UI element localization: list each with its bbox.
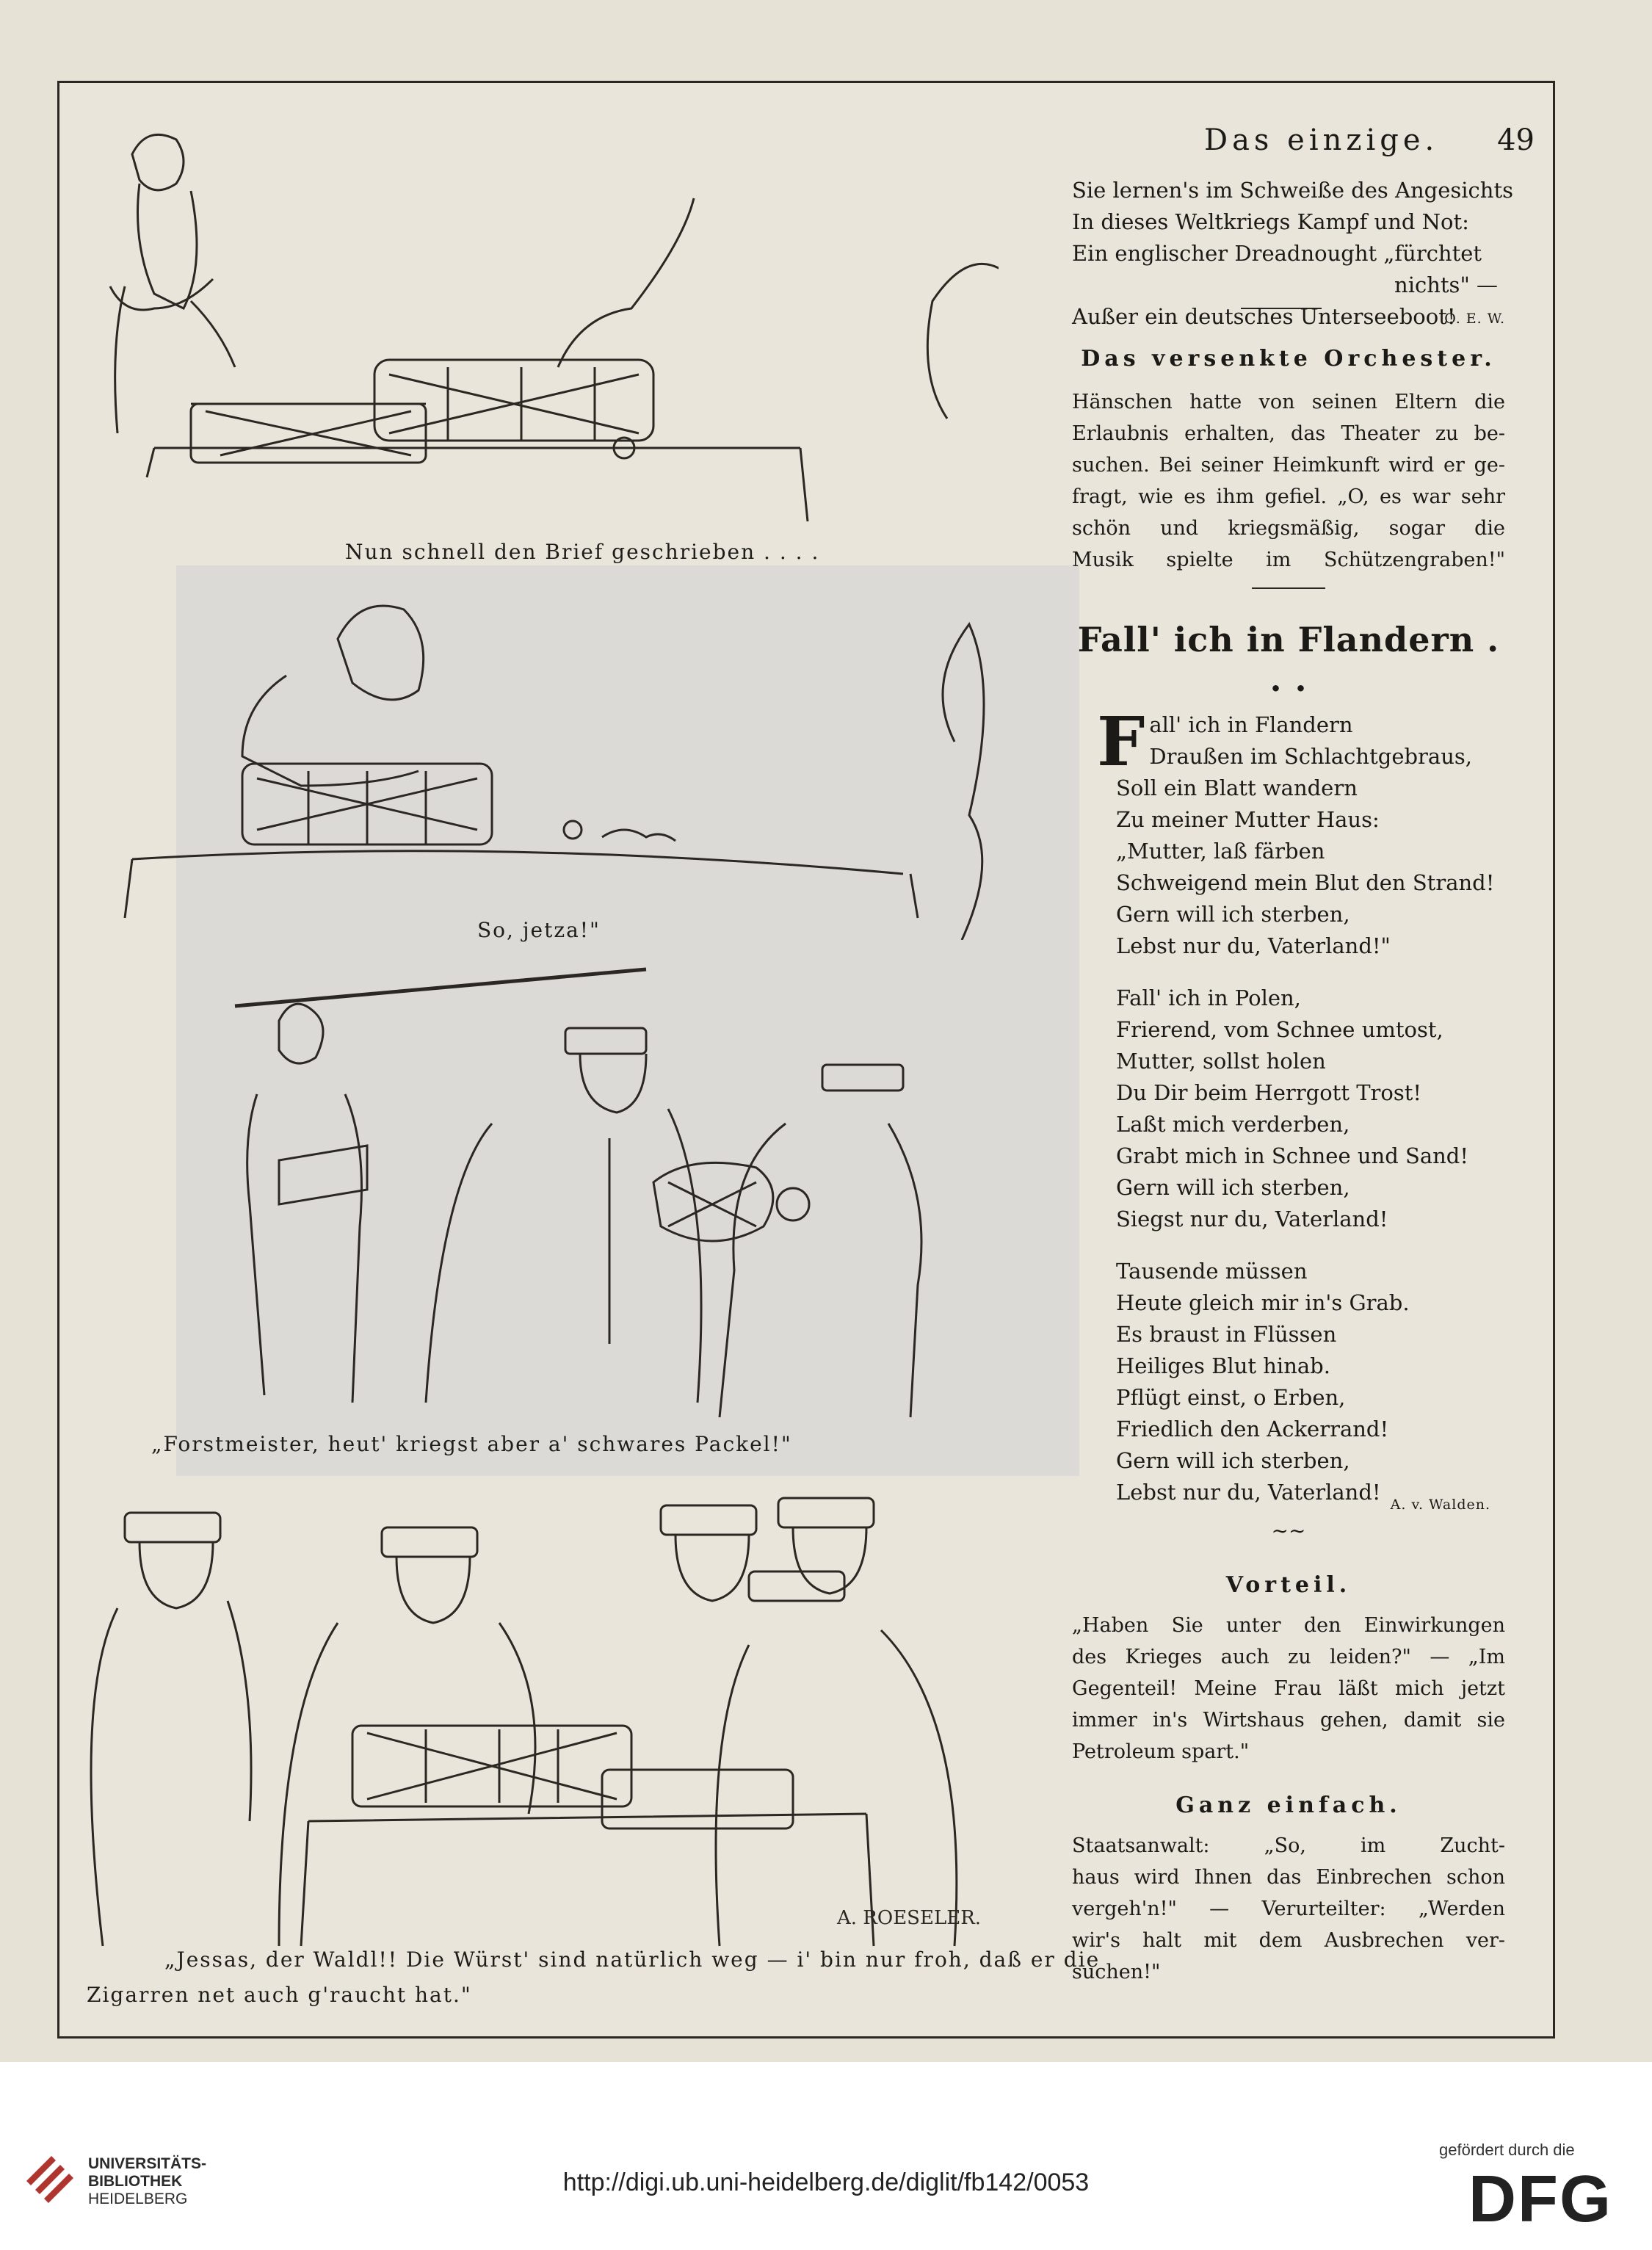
running-header — [1204, 123, 1535, 167]
poem-line: nichts" — — [1394, 272, 1498, 297]
section-body — [1072, 1830, 1505, 1988]
section-orchestra — [1072, 346, 1505, 589]
section-einfach — [1072, 1793, 1505, 1988]
illustration-signature: A. ROESELER. — [837, 1907, 982, 1929]
section-divider — [1252, 587, 1325, 589]
library-line: BIBLIOTHEK — [88, 2173, 183, 2190]
illustration-mother-tying-parcel — [117, 595, 999, 940]
illustration-caption-1: Nun schnell den Brief geschrieben . . . . — [345, 540, 820, 564]
library-line: UNIVERSITÄTS- — [88, 2155, 207, 2172]
poem-line: Friedlich den Ackerrand! — [1116, 1417, 1389, 1441]
body-line: schön und kriegsmäßig, sogar die — [1072, 517, 1505, 540]
drop-cap: F — [1097, 702, 1145, 781]
section-flandern — [1072, 620, 1505, 1543]
illustration-mother-packing — [81, 110, 999, 580]
poem-line: Gern will ich sterben, — [1116, 902, 1350, 927]
body-line: des Krieges auch zu leiden?" — „Im — [1072, 1646, 1505, 1668]
poem-author: A. v. Walden. — [1390, 1497, 1490, 1513]
poem-line: Außer ein deutsches Unterseeboot! — [1072, 304, 1456, 329]
page-number: 49 — [1497, 123, 1535, 157]
body-line: Staatsanwalt: „So, im Zucht- — [1072, 1834, 1505, 1857]
poem-line: Soll ein Blatt wandern — [1116, 775, 1358, 800]
body-line: wir's halt mit dem Ausbrechen ver- — [1072, 1929, 1505, 1952]
library-line: HEIDELBERG — [88, 2191, 188, 2207]
poem-line: Sie lernen's im Schweiße des Angesichts — [1072, 178, 1513, 203]
viewer-footer — [0, 2062, 1652, 2250]
section-vorteil — [1072, 1572, 1505, 1768]
stanza — [1072, 702, 1505, 962]
body-line: suchen. Bei seiner Heimkunft wird er ge- — [1072, 454, 1505, 477]
body-line: fragt, wie es ihm gefiel. „O, es war sehr — [1072, 485, 1505, 508]
poem-line: Laßt mich verderben, — [1116, 1112, 1350, 1137]
body-line: Musik spielte im Schützengraben!" — [1072, 549, 1505, 571]
poem-line: Du Dir beim Herrgott Trost! — [1116, 1080, 1422, 1105]
source-url-link[interactable]: http://digi.ub.uni-heidelberg.de/diglit/fb142/0053 — [562, 2168, 1090, 2196]
poem-line: Heute gleich mir in's Grab. — [1116, 1290, 1410, 1315]
poem-line: all' ich in Flandern — [1149, 712, 1353, 737]
body-line: immer in's Wirtshaus gehen, damit sie — [1072, 1709, 1505, 1732]
poem-line: Draußen im Schlachtgebraus, — [1149, 744, 1472, 769]
illustration-caption-4-line-2: Zigarren net auch g'raucht hat." — [87, 1983, 472, 2007]
body-line: haus wird Ihnen das Einbrechen schon — [1072, 1866, 1505, 1889]
illustration-caption-2: So, jetza!" — [477, 918, 601, 942]
ornament-divider: ∼∼ — [1271, 1519, 1306, 1543]
poem-line: Schweigend mein Blut den Strand! — [1116, 870, 1495, 895]
poem-line: Heiliges Blut hinab. — [1116, 1353, 1330, 1378]
poem-dreadnought — [1072, 175, 1513, 329]
section-title: Das versenkte Orchester. — [1081, 346, 1496, 372]
section-title: Fall' ich in Flandern . . . — [1077, 620, 1500, 699]
section-title: Ganz einfach. — [1175, 1793, 1402, 1818]
poem-line: Zu meiner Mutter Haus: — [1116, 807, 1380, 832]
body-line: Erlaubnis erhalten, das Theater zu be- — [1072, 422, 1505, 445]
poem-flandern — [1072, 702, 1505, 1513]
poem-line: Ein englischer Dreadnought „fürchtet — [1072, 241, 1482, 266]
poem-line: Gern will ich sterben, — [1116, 1175, 1350, 1200]
poem-line: Frierend, vom Schnee umtost, — [1116, 1017, 1443, 1042]
section-body — [1072, 386, 1505, 576]
body-line: „Haben Sie unter den Einwirkungen — [1072, 1614, 1505, 1637]
poem-line: Grabt mich in Schnee und Sand! — [1116, 1143, 1469, 1168]
sponsor-label: gefördert durch die — [1439, 2141, 1575, 2159]
section-title: Vorteil. — [1225, 1572, 1352, 1598]
text-column — [1072, 175, 1513, 1988]
illustration-soldiers-parcel — [198, 962, 969, 1432]
body-line: suchen!" — [1072, 1961, 1161, 1983]
poem-line: Fall' ich in Polen, — [1116, 985, 1301, 1010]
body-line: Gegenteil! Meine Frau läßt mich jetzt — [1072, 1677, 1505, 1700]
poem-line: Es braust in Flüssen — [1116, 1322, 1337, 1347]
poem-line: Lebst nur du, Vaterland!" — [1116, 933, 1391, 958]
poem-line: Pflügt einst, o Erben, — [1116, 1385, 1346, 1410]
poem-line: Tausende müssen — [1116, 1259, 1308, 1284]
poem-author: O. E. W. — [1444, 311, 1505, 327]
illustration-caption-4-line-1: „Jessas, der Waldl!! Die Würst' sind natürlich weg — i' bin nur froh, daß er die — [164, 1947, 1101, 1972]
poem-line: Mutter, sollst holen — [1116, 1049, 1326, 1074]
body-line: Hänschen hatte von seinen Eltern die — [1072, 391, 1505, 413]
poem-line: In dieses Weltkriegs Kampf und Not: — [1072, 209, 1469, 234]
dfg-logo: DFG — [1468, 2163, 1612, 2236]
body-line: vergeh'n!" — Verurteilter: „Werden — [1072, 1898, 1505, 1920]
poem-line: „Mutter, laß färben — [1116, 839, 1325, 864]
poem-line: Siegst nur du, Vaterland! — [1116, 1207, 1388, 1231]
section-body — [1072, 1610, 1505, 1768]
illustration-soldiers-table — [88, 1476, 1057, 1961]
poem-line: Lebst nur du, Vaterland! — [1116, 1480, 1381, 1505]
illustration-caption-3: „Forstmeister, heut' kriegst aber a' schwares Packel!" — [151, 1432, 792, 1456]
stanza — [1072, 983, 1505, 1235]
poem-line: Gern will ich sterben, — [1116, 1448, 1350, 1473]
body-line: Petroleum spart." — [1072, 1740, 1250, 1763]
stanza — [1072, 1256, 1505, 1508]
running-title: Das einzige. — [1204, 123, 1439, 157]
